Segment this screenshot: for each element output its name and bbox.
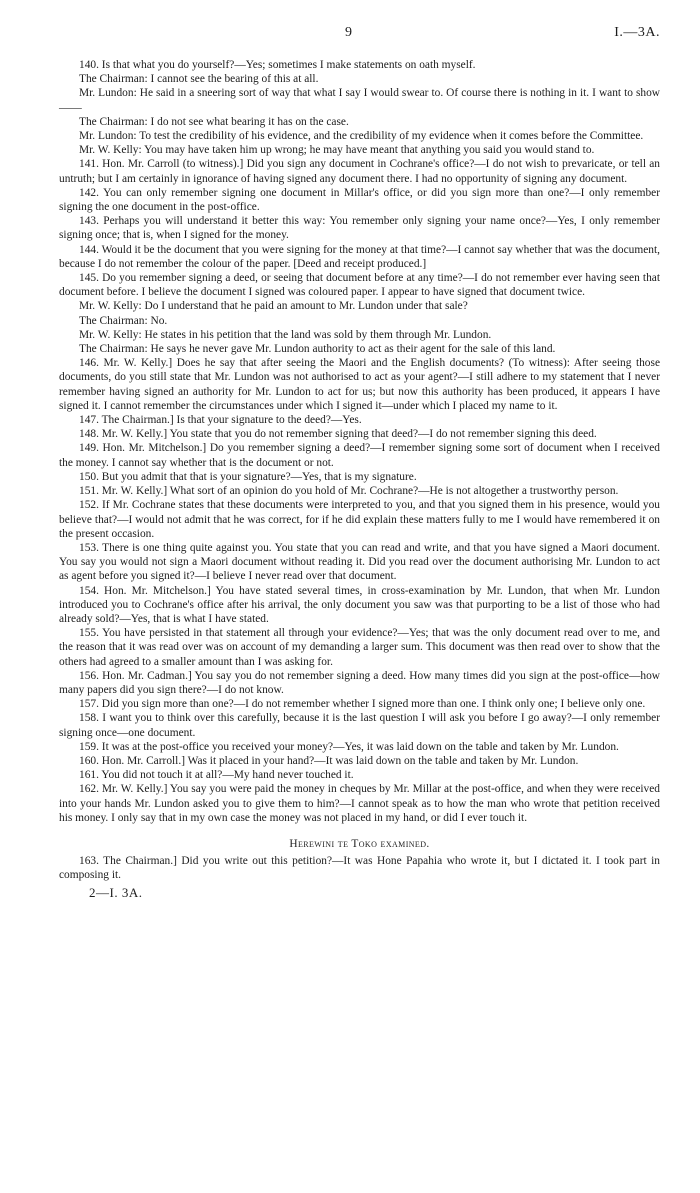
testimony-paragraph: 147. The Chairman.] Is that your signature to the deed?—Yes. xyxy=(79,414,362,427)
testimony-paragraph: The Chairman: I do not see what bearing it has on the case. xyxy=(79,115,349,128)
testimony-paragraph: 148. Mr. W. Kelly.] You state that you do not remember signing that deed?—I do not remember signing this deed. xyxy=(79,428,597,441)
testimony-paragraph: Mr. W. Kelly: You may have taken him up wrong; he may have meant that anything you said you would stand to. xyxy=(79,144,595,157)
testimony-paragraph: 156. Hon. Mr. Cadman.] You say you do not remember signing a deed. How many times did you sign at the post-office—how many papers did you sign there?—I do not know. xyxy=(59,669,660,696)
testimony-paragraph: 157. Did you sign more than one?—I do not remember whether I signed more than one. I think only one; I believe only one. xyxy=(79,698,646,711)
testimony-paragraph: 146. Mr. W. Kelly.] Does he say that after seeing the Maori and the English documents? (To witness): After seeing those documents, do you still state that Mr. Lundon was not authorised to act as your agent?—I still adhere to my statement that I never remember having signed an authority for Mr. Lundon to act for us; but now this authority has been produced, it appears I have signed it. I cannot remember the circumstances under which I signed it—under which I placed my name to it. xyxy=(59,357,660,412)
testimony-paragraph: 154. Hon. Mr. Mitchelson.] You have stated several times, in cross-examination by Mr. Lundon, that when Mr. Lundon introduced you to Cochrane's office after his arrival, the only document you saw was that purporting to be a list of those who had already sold?—Yes, that is what I have stated. xyxy=(59,584,660,625)
testimony-paragraph: 142. You can only remember signing one document in Millar's office, or did you sign more than one?—I only remember signing the one document in the post-office. xyxy=(59,186,660,214)
testimony-paragraph: The Chairman: No. xyxy=(79,314,168,327)
testimony-paragraph: The Chairman: I cannot see the bearing of this at all. xyxy=(79,73,319,86)
page-number: 9 xyxy=(345,25,352,40)
testimony-paragraph: 162. Mr. W. Kelly.] You say you were paid the money in cheques by Mr. Millar at the post-office, and when they were received into your hands Mr. Lundon asked you to give them to him?—I cannot speak as to how the man who wrote that petition received his money. I only say that in my own case the money was not placed in my hand, or did I ever touch it. xyxy=(59,783,660,824)
testimony-paragraph: 151. Mr. W. Kelly.] What sort of an opinion do you hold of Mr. Cochrane?—He is not altogether a trustworthy person. xyxy=(79,485,619,498)
testimony-paragraph: 149. Hon. Mr. Mitchelson.] Do you remember signing a deed?—I remember signing some sort of document when I received the money. I cannot say whether that is the document or not. xyxy=(59,442,660,469)
paper-reference: I.—3A. xyxy=(614,25,660,40)
testimony-paragraph: 150. But you admit that that is your signature?—Yes, that is my signature. xyxy=(79,470,417,483)
testimony-paragraph: 153. There is one thing quite against you. You state that you can read and write, and that you have signed a Maori document. You say you would not sign a Maori document without reading it. Did you read over the document authorising Mr. Lundon to act as agent before you signed it?—I believe I never read over that document. xyxy=(59,541,660,583)
testimony-paragraph: 158. I want you to think over this carefully, because it is the last question I will ask you before I go away?—I only remember signing once—one document. xyxy=(59,712,660,739)
testimony-paragraph: 161. You did not touch it at all?—My hand never touched it. xyxy=(79,769,354,782)
testimony-paragraph: Mr. Lundon: To test the credibility of his evidence, and the credibility of my evidence when it comes before the Committee. xyxy=(79,130,644,143)
testimony-paragraph: 152. If Mr. Cochrane states that these documents were interpreted to you, and that you signed them in his presence, would you believe that?—I would not admit that he was correct, for if he did explain these matters fully to me I would have remembered it on the present occasion. xyxy=(59,499,660,540)
testimony-paragraph: Mr. W. Kelly: Do I understand that he paid an amount to Mr. Lundon under that sale? xyxy=(79,300,468,313)
testimony-paragraph: 140. Is that what you do yourself?—Yes; sometimes I make statements on oath myself. xyxy=(79,59,476,71)
page-header xyxy=(59,26,660,46)
testimony-paragraph: 145. Do you remember signing a deed, or seeing that document before at any time?—I do not remember ever having seen that document before. I believe the document I signed was coloured paper. I appear to have signed that document twice. xyxy=(59,272,660,299)
testimony-paragraph: 163. The Chairman.] Did you write out this petition?—It was Hone Papahia who wrote it, but I dictated it. I took part in composing it. xyxy=(59,855,660,882)
testimony-body xyxy=(59,58,660,825)
testimony-paragraph: Mr. W. Kelly: He states in his petition that the land was sold by them through Mr. Lundon. xyxy=(79,328,492,341)
testimony-paragraph: The Chairman: He says he never gave Mr. Lundon authority to act as their agent for the sale of this land. xyxy=(79,343,556,356)
testimony-paragraph: 155. You have persisted in that statement all through your evidence?—Yes; that was the only document read over to me, and the reason that it was read over was on account of my demanding a larger sum. This document was then read over to show that the others had agreed to a smaller amount than I was asking for. xyxy=(59,627,660,668)
testimony-paragraph: 141. Hon. Mr. Carroll (to witness).] Did you sign any document in Cochrane's office?—I do not wish to prevaricate, or tell an untruth; but I am certainly in ignorance of having signed any document there. I had no opportunity of signing any document. xyxy=(59,158,660,185)
testimony-paragraph: 159. It was at the post-office you received your money?—Yes, it was laid down on the table and taken by Mr. Lundon. xyxy=(79,740,619,753)
section-heading: Herewini te Toko examined. xyxy=(289,837,430,850)
page-footer-signature: 2—I. 3A. xyxy=(89,884,143,900)
testimony-paragraph: 160. Hon. Mr. Carroll.] Was it placed in your hand?—It was laid down on the table and taken by Mr. Lundon. xyxy=(79,754,579,767)
testimony-body-continued xyxy=(59,854,660,882)
testimony-paragraph: 144. Would it be the document that you were signing for the money at that time?—I cannot say whether that was the document, because I do not remember the colour of the paper. [Deed and receipt produced.] xyxy=(59,243,660,270)
testimony-paragraph: 143. Perhaps you will understand it better this way: You remember only signing your name once?—Yes, I only remember signing once; that is, when I signed for the money. xyxy=(59,215,660,242)
testimony-paragraph: Mr. Lundon: He said in a sneering sort of way that what I say I would swear to. Of course there is nothing in it. I want to show—— xyxy=(59,87,660,114)
